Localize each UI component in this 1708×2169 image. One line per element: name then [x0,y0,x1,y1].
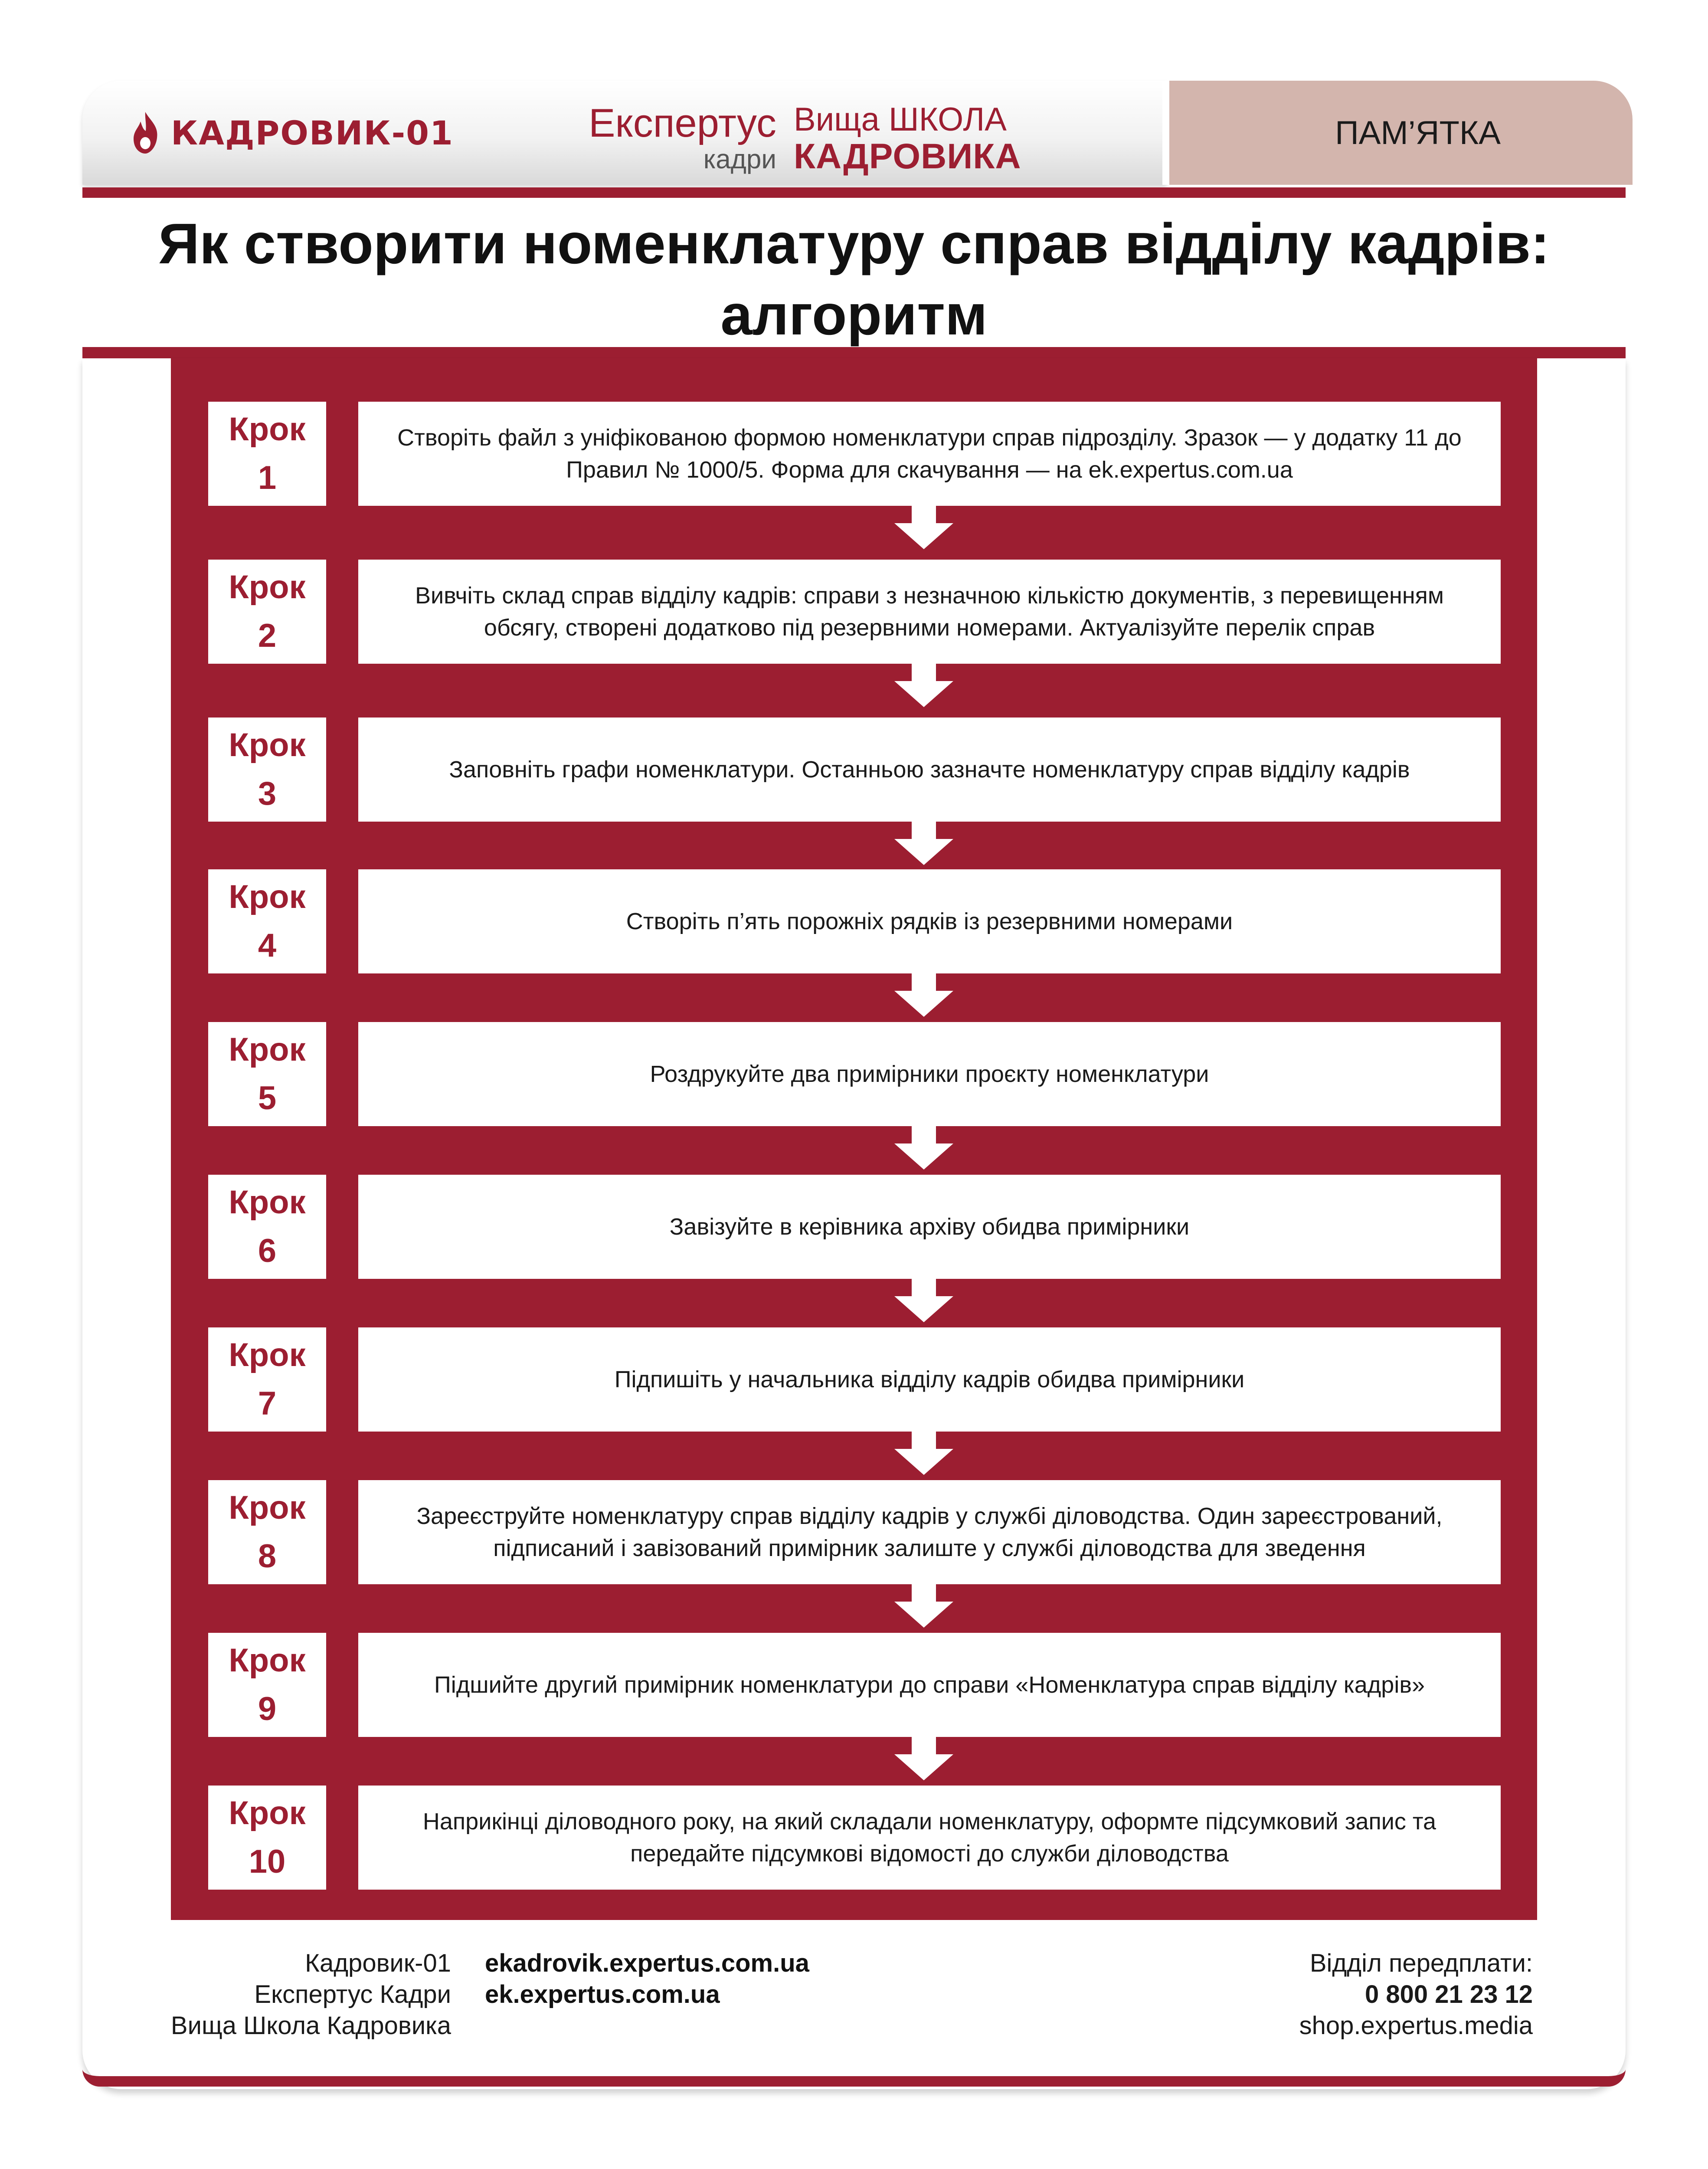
header-divider [82,187,1626,198]
step-label [208,1022,326,1126]
step-text: Створіть п’ять порожніх рядків із резервними номерами [358,869,1501,973]
step-2 [171,560,1537,664]
page-title-line1: Як створити номенклатуру справ відділу кадрів: [158,212,1550,275]
flame-icon [130,111,160,154]
step-number: 3 [258,775,277,812]
title-divider [82,347,1626,358]
step-6 [171,1175,1537,1279]
step-text: Створіть файл з уніфікованою формою номенклатури справ підрозділу. Зразок — у додатку 11 до Правил № 1000/5. Форма для скачування — на ek.expertus.com.ua [358,402,1501,506]
step-label [208,560,326,664]
down-arrow-icon [894,1584,953,1628]
expertus-logo-sub: кадри [703,144,776,174]
page-title-line2: алгоритм [720,283,988,347]
step-3 [171,718,1537,822]
step-word: Крок [229,1184,306,1221]
step-text: Підпишіть у начальника відділу кадрів обидва примірники [358,1327,1501,1432]
step-text: Роздрукуйте два примірники проєкту номенклатури [358,1022,1501,1126]
footer-subscription [1299,1948,1533,2041]
step-number: 6 [258,1232,277,1269]
shop-link[interactable]: shop.expertus.media [1299,2012,1533,2040]
footer-publication: Експертус Кадри [254,1980,451,2008]
down-arrow-icon [894,822,953,865]
page-title [82,208,1626,351]
step-label [208,1327,326,1432]
expertus-logo-main: Експертус [589,101,776,145]
step-word: Крок [229,1031,306,1068]
down-arrow-icon [894,1737,953,1780]
school-logo-top: Вища ШКОЛА [794,101,1007,138]
step-number: 1 [258,459,277,496]
step-word: Крок [229,411,306,448]
step-number: 5 [258,1080,277,1117]
step-word: Крок [229,727,306,763]
step-text: Підшийте другий примірник номенклатури до справи «Номенклатура справ відділу кадрів» [358,1633,1501,1737]
school-logo-bottom: КАДРОВИКА [794,137,1021,176]
step-text: Зареєструйте номенклатуру справ відділу кадрів у службі діловодства. Один зареєстрований, підписаний і завізований примірник залиште у службі діловодства для зведення [358,1480,1501,1584]
step-1 [171,402,1537,506]
down-arrow-icon [894,973,953,1017]
step-label [208,1480,326,1584]
subscription-phone[interactable]: 0 800 21 23 12 [1364,1980,1533,2008]
footer-publications [171,1948,451,2041]
down-arrow-icon [894,1279,953,1322]
step-label [208,869,326,973]
footer-websites [485,1948,809,2010]
step-text: Заповніть графи номенклатури. Останньою зазначте номенклатуру справ відділу кадрів [358,718,1501,822]
step-label [208,1786,326,1890]
step-5 [171,1022,1537,1126]
memo-label: ПАМ’ЯТКА [1335,114,1501,151]
footer-website-link[interactable]: ekadrovik.expertus.com.ua [485,1949,809,1977]
kadrovik-logo-text: КАДРОВИК-01 [171,113,454,152]
down-arrow-icon [894,1126,953,1170]
school-logo [794,101,1037,174]
step-label [208,718,326,822]
footer-publication: Вища Школа Кадровика [170,2012,451,2040]
header-bar [82,81,1626,198]
step-word: Крок [229,1642,306,1679]
down-arrow-icon [894,506,953,549]
footer-publication: Кадровик-01 [305,1949,451,1977]
step-number: 7 [258,1385,277,1422]
step-number: 4 [258,927,277,964]
step-word: Крок [229,1795,306,1832]
step-number: 8 [258,1538,277,1575]
step-text: Вивчіть склад справ відділу кадрів: справи з незначною кількістю документів, з перевищенням обсягу, створені додатково під резервними номерами. Актуалізуйте перелік справ [358,560,1501,664]
step-word: Крок [229,878,306,915]
step-label [208,1175,326,1279]
step-word: Крок [229,1489,306,1526]
step-10 [171,1786,1537,1890]
step-number: 2 [258,617,277,654]
step-text: Завізуйте в керівника архіву обидва примірники [358,1175,1501,1279]
steps-panel [171,358,1537,1920]
down-arrow-icon [894,664,953,707]
subscription-label: Відділ передплати: [1309,1949,1533,1977]
frame-bottom-border [82,2069,1626,2087]
step-label [208,402,326,506]
step-4 [171,869,1537,973]
step-number: 9 [258,1691,277,1727]
kadrovik-logo [130,107,454,159]
step-label [208,1633,326,1737]
step-number: 10 [249,1843,286,1880]
step-9 [171,1633,1537,1737]
step-word: Крок [229,569,306,606]
footer-website-link[interactable]: ek.expertus.com.ua [485,1980,720,2008]
expertus-logo [507,101,776,174]
step-7 [171,1327,1537,1432]
step-word: Крок [229,1337,306,1373]
step-text: Наприкінці діловодного року, на який складали номенклатуру, оформте підсумковий запис та передайте підсумкові відомості до служби діловодства [358,1786,1501,1890]
step-8 [171,1480,1537,1584]
down-arrow-icon [894,1432,953,1475]
